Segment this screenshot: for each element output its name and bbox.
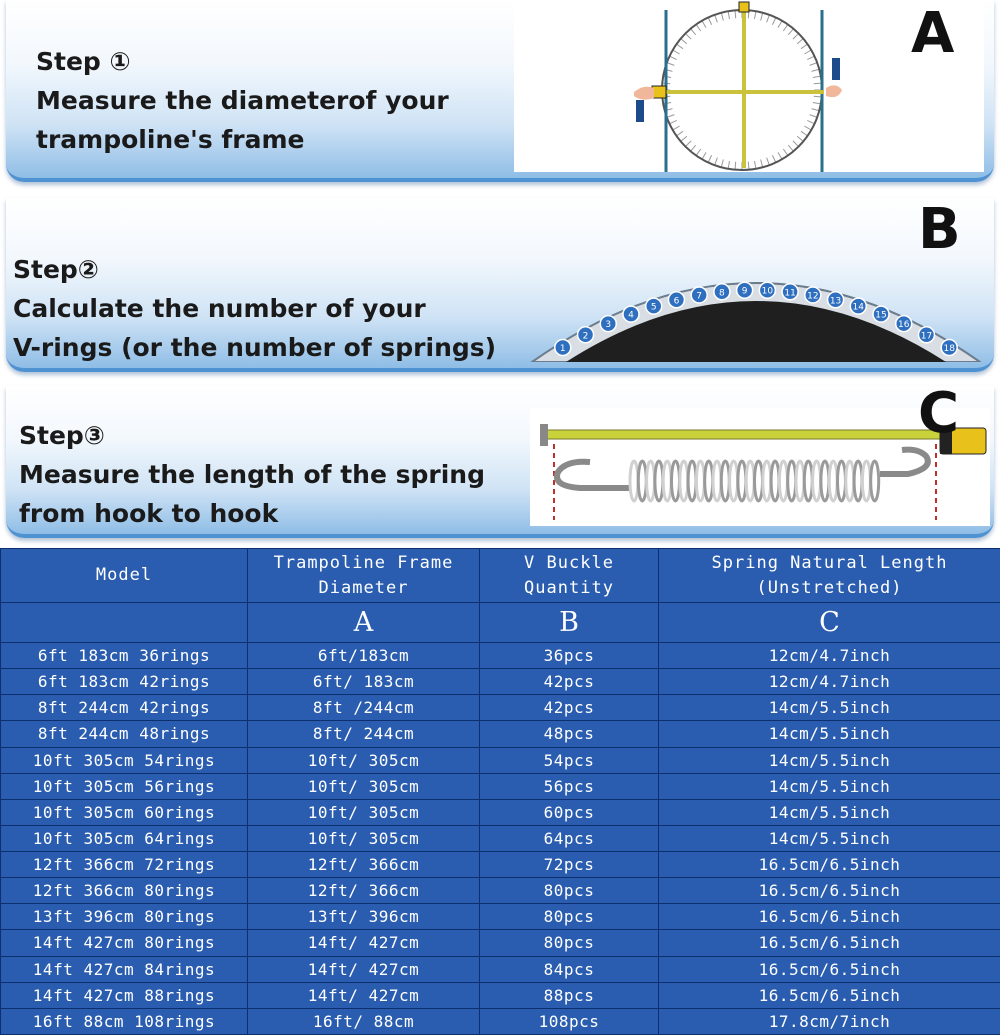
cell-v-buckle-quantity: 72pcs [480, 852, 659, 878]
v-ring-number [623, 306, 639, 322]
cell-frame-diameter: 12ft/ 366cm [248, 852, 480, 878]
step-b-label: Step② [13, 255, 99, 284]
letter-cell-b: B [480, 603, 659, 643]
svg-text:18: 18 [943, 344, 955, 355]
step-a-line-2: trampoline's frame [36, 125, 305, 154]
table-letter-row [1, 603, 1000, 643]
svg-text:1: 1 [559, 344, 566, 355]
v-ring-number [668, 292, 684, 308]
cell-v-buckle-quantity: 64pcs [480, 825, 659, 851]
cell-v-buckle-quantity: 84pcs [480, 956, 659, 982]
cell-model: 14ft 427cm 88rings [1, 982, 248, 1008]
table-row [1, 930, 1000, 956]
cell-frame-diameter: 14ft/ 427cm [248, 956, 480, 982]
v-ring-number [873, 306, 889, 322]
table-row [1, 852, 1000, 878]
cell-model: 6ft 183cm 42rings [1, 669, 248, 695]
cell-v-buckle-quantity: 80pcs [480, 930, 659, 956]
cell-model: 8ft 244cm 42rings [1, 695, 248, 721]
cell-v-buckle-quantity: 88pcs [480, 982, 659, 1008]
table-row [1, 878, 1000, 904]
v-ring-number [714, 284, 730, 300]
cell-spring-length: 14cm/5.5inch [659, 825, 1000, 851]
v-ring-number [805, 287, 821, 303]
cell-spring-length: 16.5cm/6.5inch [659, 878, 1000, 904]
step-c-label: Step③ [19, 421, 105, 450]
svg-text:17: 17 [920, 331, 933, 342]
v-ring-number [896, 316, 912, 332]
table-row [1, 982, 1000, 1008]
spring-size-table [0, 548, 1000, 1035]
v-ring-number [918, 327, 934, 343]
cell-model: 8ft 244cm 48rings [1, 721, 248, 747]
step-c-panel [6, 386, 994, 538]
cell-v-buckle-quantity: 80pcs [480, 878, 659, 904]
cell-frame-diameter: 14ft/ 427cm [248, 930, 480, 956]
cell-spring-length: 12cm/4.7inch [659, 669, 1000, 695]
cell-model: 6ft 183cm 36rings [1, 643, 248, 669]
v-ring-number [828, 292, 844, 308]
cell-frame-diameter: 8ft /244cm [248, 695, 480, 721]
table-row [1, 721, 1000, 747]
cell-spring-length: 16.5cm/6.5inch [659, 930, 1000, 956]
letter-a-marker: A [911, 1, 955, 66]
cell-spring-length: 17.8cm/7inch [659, 1008, 1000, 1034]
svg-text:5: 5 [650, 302, 657, 313]
step-c-line-1: Measure the length of the spring [19, 460, 485, 489]
letter-c-marker: C [918, 386, 960, 446]
table-row [1, 695, 1000, 721]
v-ring-number [759, 282, 775, 298]
table-row [1, 1008, 1000, 1034]
step-b-panel [6, 198, 994, 372]
table-row [1, 799, 1000, 825]
cell-spring-length: 12cm/4.7inch [659, 643, 1000, 669]
svg-text:7: 7 [696, 291, 703, 302]
cell-model: 10ft 305cm 64rings [1, 825, 248, 851]
cell-spring-length: 14cm/5.5inch [659, 799, 1000, 825]
letter-cell-model [1, 603, 248, 643]
cell-frame-diameter: 13ft/ 396cm [248, 904, 480, 930]
cell-v-buckle-quantity: 60pcs [480, 799, 659, 825]
v-ring-number [782, 284, 798, 300]
v-ring-number [555, 340, 571, 356]
header-frame-diameter: Trampoline Frame Diameter [248, 549, 480, 603]
table-body [1, 643, 1000, 1035]
header-spring-length: Spring Natural Length (Unstretched) [659, 549, 1000, 603]
step-c-text [19, 416, 485, 533]
svg-text:15: 15 [875, 310, 887, 321]
cell-v-buckle-quantity: 80pcs [480, 904, 659, 930]
cell-frame-diameter: 10ft/ 305cm [248, 773, 480, 799]
table-row [1, 956, 1000, 982]
table-header-row [1, 549, 1000, 603]
table-row [1, 747, 1000, 773]
v-ring-number [941, 340, 957, 356]
header-model: Model [1, 549, 248, 603]
cell-spring-length: 14cm/5.5inch [659, 747, 1000, 773]
v-ring-number [737, 282, 753, 298]
cell-spring-length: 16.5cm/6.5inch [659, 904, 1000, 930]
cell-frame-diameter: 10ft/ 305cm [248, 747, 480, 773]
v-ring-number [578, 327, 594, 343]
svg-text:11: 11 [784, 288, 796, 299]
cell-frame-diameter: 12ft/ 366cm [248, 878, 480, 904]
cell-model: 12ft 366cm 80rings [1, 878, 248, 904]
svg-text:3: 3 [605, 320, 612, 331]
step-b-text [13, 250, 496, 367]
cell-spring-length: 14cm/5.5inch [659, 773, 1000, 799]
step-b-line-2: V-rings (or the number of springs) [13, 333, 497, 362]
cell-frame-diameter: 6ft/183cm [248, 643, 480, 669]
v-ring-count-illustration [526, 244, 986, 362]
header-v-buckle-quantity: V Buckle Quantity [480, 549, 659, 603]
cell-model: 10ft 305cm 54rings [1, 747, 248, 773]
cell-model: 14ft 427cm 80rings [1, 930, 248, 956]
svg-text:9: 9 [741, 286, 748, 297]
cell-frame-diameter: 16ft/ 88cm [248, 1008, 480, 1034]
v-ring-number [850, 298, 866, 314]
v-ring-number [600, 316, 616, 332]
svg-text:4: 4 [628, 310, 634, 321]
cell-v-buckle-quantity: 54pcs [480, 747, 659, 773]
cell-model: 16ft 88cm 108rings [1, 1008, 248, 1034]
svg-text:12: 12 [807, 291, 819, 302]
cell-frame-diameter: 8ft/ 244cm [248, 721, 480, 747]
table-row [1, 643, 1000, 669]
cell-model: 14ft 427cm 84rings [1, 956, 248, 982]
table-row [1, 904, 1000, 930]
step-a-line-1: Measure the diameterof your [36, 86, 449, 115]
cell-spring-length: 16.5cm/6.5inch [659, 956, 1000, 982]
v-ring-number [646, 298, 662, 314]
cell-spring-length: 16.5cm/6.5inch [659, 982, 1000, 1008]
cell-frame-diameter: 14ft/ 427cm [248, 982, 480, 1008]
v-ring-number [691, 287, 707, 303]
cell-v-buckle-quantity: 48pcs [480, 721, 659, 747]
svg-text:13: 13 [829, 296, 842, 307]
cell-spring-length: 14cm/5.5inch [659, 695, 1000, 721]
step-a-label: Step ① [36, 47, 131, 76]
cell-frame-diameter: 6ft/ 183cm [248, 669, 480, 695]
svg-text:8: 8 [719, 288, 725, 299]
svg-text:6: 6 [673, 296, 680, 307]
cell-model: 10ft 305cm 60rings [1, 799, 248, 825]
cell-model: 10ft 305cm 56rings [1, 773, 248, 799]
cell-model: 13ft 396cm 80rings [1, 904, 248, 930]
cell-v-buckle-quantity: 108pcs [480, 1008, 659, 1034]
cell-v-buckle-quantity: 42pcs [480, 669, 659, 695]
svg-text:10: 10 [761, 286, 774, 297]
step-a-text [36, 42, 449, 159]
step-a-panel [6, 0, 994, 182]
letter-cell-c: C [659, 603, 1000, 643]
cell-model: 12ft 366cm 72rings [1, 852, 248, 878]
cell-v-buckle-quantity: 56pcs [480, 773, 659, 799]
svg-text:16: 16 [898, 320, 910, 331]
cell-frame-diameter: 10ft/ 305cm [248, 825, 480, 851]
step-b-line-1: Calculate the number of your [13, 294, 426, 323]
letter-b-marker: B [918, 198, 961, 262]
step-c-line-2: from hook to hook [19, 499, 279, 528]
cell-spring-length: 14cm/5.5inch [659, 721, 1000, 747]
cell-spring-length: 16.5cm/6.5inch [659, 852, 1000, 878]
table-row [1, 669, 1000, 695]
cell-v-buckle-quantity: 36pcs [480, 643, 659, 669]
letter-cell-a: A [248, 603, 480, 643]
cell-frame-diameter: 10ft/ 305cm [248, 799, 480, 825]
table-row [1, 773, 1000, 799]
svg-text:2: 2 [582, 331, 589, 342]
svg-text:14: 14 [852, 302, 865, 313]
cell-v-buckle-quantity: 42pcs [480, 695, 659, 721]
table-row [1, 825, 1000, 851]
